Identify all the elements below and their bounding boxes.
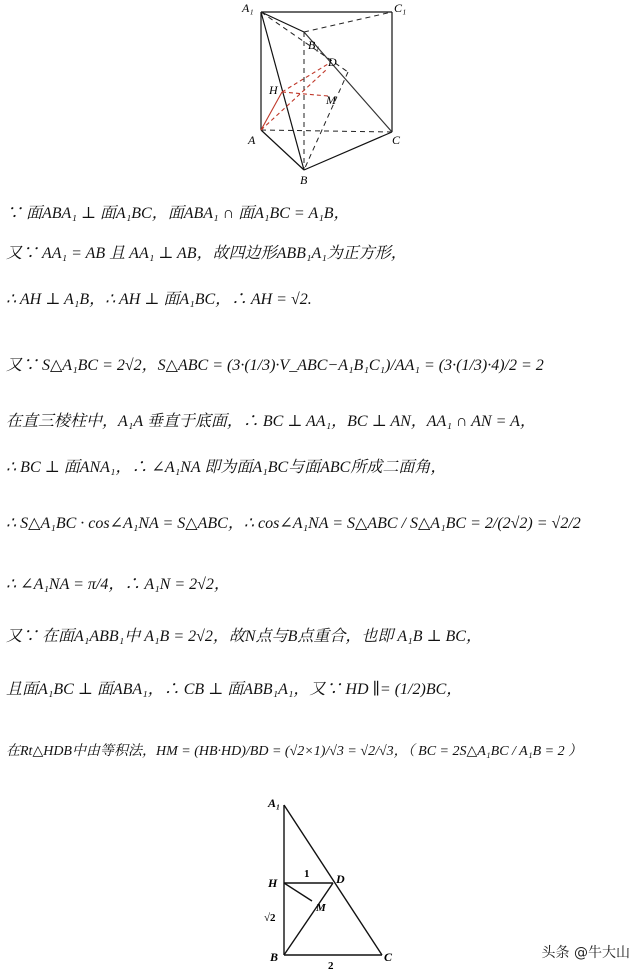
label-a1: A₁ <box>242 1 254 15</box>
tri-label-a1: A₁ <box>268 796 281 810</box>
label-c1: C₁ <box>394 1 407 15</box>
tri-label-m: M <box>316 902 326 914</box>
label-a: A <box>248 133 256 147</box>
proof-line-4: 又∵ S△A₁BC = 2√2，S△ABC = (3·(1/3)·V_ABC−A₁B₁C₁)/AA₁ = (3·(1/3)·4)/2 = 2 <box>6 357 544 374</box>
proof-line-3: ∴ AH ⊥ A₁B，∴ AH ⊥ 面A₁BC，∴ AH = √2. <box>6 291 312 308</box>
tri-label-c: C <box>384 950 393 964</box>
label-b1: B₁ <box>308 38 320 52</box>
tri-label-d: D <box>336 872 345 886</box>
label-d: D <box>328 55 337 69</box>
proof-line-11: 在Rt△HDB中由等积法，HM = (HB·HD)/BD = (√2×1)/√3 = √2/√3，（ BC = 2S△A₁BC / A₁B = 2 ） <box>6 744 583 759</box>
proof-line-8: ∴ ∠A₁NA = π/4，∴ A₁N = 2√2， <box>6 576 230 593</box>
dim-bc: 2 <box>328 960 334 970</box>
tri-label-h: H <box>268 876 278 890</box>
prism-figure <box>230 0 420 190</box>
label-b: B <box>300 173 308 187</box>
proof-line-5: 在直三棱柱中，A₁A 垂直于底面，∴ BC ⊥ AA₁，BC ⊥ AN，AA₁ ∩ AN = A， <box>6 413 536 430</box>
dim-hd: 1 <box>304 868 310 880</box>
proof-line-10: 且面A₁BC ⊥ 面ABA₁，∴ CB ⊥ 面ABB₁A₁，又∵ HD ∥= (1/2)BC， <box>6 681 463 698</box>
watermark: 头条 @牛大山 <box>541 945 630 961</box>
label-m: M <box>326 93 336 107</box>
proof-line-2: 又∵ AA₁ = AB 且 AA₁ ⊥ AB，故四边形ABB₁A₁为正方形， <box>6 245 407 262</box>
proof-line-6: ∴ BC ⊥ 面ANA₁，∴ ∠A₁NA 即为面A₁BC与面ABC所成二面角， <box>6 459 447 476</box>
label-h: H <box>269 83 278 97</box>
dim-hb: √2 <box>264 912 276 924</box>
triangle-figure <box>250 795 400 970</box>
tri-label-b: B <box>270 950 279 964</box>
proof-line-1: ∵ 面ABA₁ ⊥ 面A₁BC，面ABA₁ ∩ 面A₁BC = A₁B， <box>6 205 350 222</box>
proof-line-7: ∴ S△A₁BC · cos∠A₁NA = S△ABC，∴ cos∠A₁NA = S△ABC / S△A₁BC = 2/(2√2) = √2/2 <box>6 515 581 532</box>
label-c: C <box>392 133 401 147</box>
proof-line-9: 又∵ 在面A₁ABB₁中 A₁B = 2√2，故N点与B点重合，也即 A₁B ⊥ BC， <box>6 628 482 645</box>
